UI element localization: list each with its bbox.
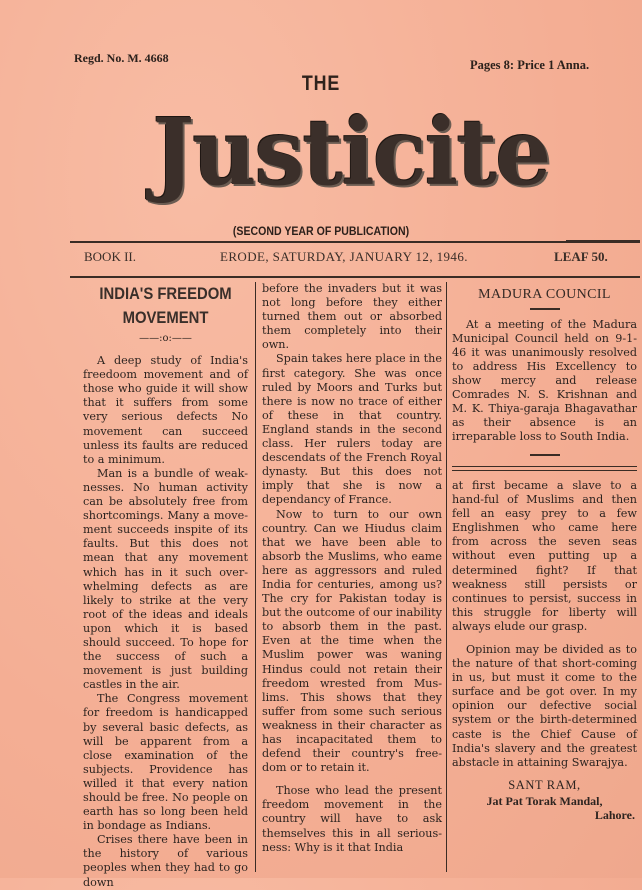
signature-name: SANT RAM, [508, 777, 581, 792]
headline-line-2: MOVEMENT [122, 309, 209, 327]
signature-organization: Jat Pat Torak Mandal, [486, 793, 603, 808]
paragraph: Man is a bundle of weak-nesses. No human activity can be absolutely free from shortcomings. Many a move-ment succeeds inspite of its faults. But this does not mean that any movement which has in it such over-whelming defects as are likely to strike at the very root of the ideas and ideals upon which it is based should succeed. To hope for the success of such a movement is just building castles in the air. [83, 466, 248, 692]
publication-subtitle: (SECOND YEAR OF PUBLICATION) [232, 224, 410, 238]
header-rule-bottom [70, 276, 640, 278]
column-1 [83, 282, 248, 890]
madura-council-body: At a meeting of the Madura Municipal Council held on 9-1-46 it was unanimously resolved to address His Excellency to show mercy and release Comrades N. S. Krishnan and M. K. Thiya-garaja Bhagavathar as their absence is an irreparable loss to South India. [452, 317, 637, 444]
masthead-title: Justicite [152, 98, 550, 206]
headline-line-1: INDIA'S FREEDOM [99, 285, 232, 303]
spacer [262, 775, 442, 784]
paragraph: Crises there have been in the history of various peoples when they had to go down [83, 833, 248, 889]
signature-place: Lahore. [594, 808, 635, 822]
pages-price: Pages 8: Price 1 Anna. [470, 58, 590, 72]
column-divider-2 [446, 282, 447, 872]
signature-block [452, 778, 637, 822]
column-divider-1 [255, 282, 256, 872]
registration-number: Regd. No. M. 4668 [74, 51, 169, 65]
dateline: ERODE, SATURDAY, JANUARY 12, 1946. [220, 249, 468, 264]
article-end-rule [530, 454, 560, 456]
headline-ornament: ——:o:—— [139, 333, 192, 344]
paragraph: Now to turn to our own country. Can we Hiudus claim that we have been able to absorb the Muslims, who eame here as aggressors and ruled India for centuries, among us? The cry for Pakistan today is but the outcome of our inability to absorb them in the past. Even at the time when the Muslim power was waning Hindus could not retain their freedom wrested from Mus-lims. This shows that they suffer from some such serious weakness in their character as has incapacitated them to defend their country's free-dom or to retain it. [262, 507, 442, 775]
header-rule-top-thick [566, 240, 640, 243]
masthead-the: THE [301, 72, 341, 95]
paragraph: Opinion may be divided as to the nature of that short-coming in us, but must it come to the surface and be got over. In my opinion our defective social system or the birth-determined caste is the Chief Cause of India's slavery and the greatest abstacle in attaining Swarajya. [452, 642, 637, 769]
paragraph: A deep study of India's freedoom movement and of those who guide it will show that it suffers from some very serious defects No movement can succeed unless its faults are reduced to a minimum. [83, 354, 248, 466]
spacer [452, 634, 637, 643]
column-2 [262, 282, 442, 855]
book-number: BOOK II. [84, 249, 136, 264]
title-rule [530, 308, 560, 310]
paragraph: at first became a slave to a hand-ful of Muslims and then fell an easy prey to a few Englishmen who came here from across the seven seas without even putting up a determined fight? If that weakness still persists or continues to persist, success in this struggle for liberty will always elude our grasp. [452, 478, 637, 633]
info-bar [84, 249, 624, 267]
madura-council-title: MADURA COUNCIL [478, 287, 611, 302]
paragraph: The Congress movement for freedom is handicapped by several basic defects, as will be apparent from a close examination of the subjects. Providence has willed it that every nation should be free. No people on earth has so long been held in bondage as Indians. [83, 692, 248, 833]
paragraph: Spain takes here place in the first category. She was once ruled by Moors and Turks but there is now no trace of either of these in that country. England stands in the second class. Her rulers today are descendats of the French Royal dynasty. But this does not imply that she is now a dependancy of France. [262, 352, 442, 507]
paragraph: Those who lead the present freedom movement in the country will have to ask themselves this in all serious-ness: Why is it that India [262, 784, 442, 854]
section-divider [452, 466, 637, 471]
header-rule-top [70, 241, 640, 243]
column-3 [452, 282, 637, 822]
leaf-number: LEAF 50. [554, 249, 608, 264]
paragraph: before the invaders but it was not long before they either turned them out or absorbed them completely into their own. [262, 282, 442, 352]
